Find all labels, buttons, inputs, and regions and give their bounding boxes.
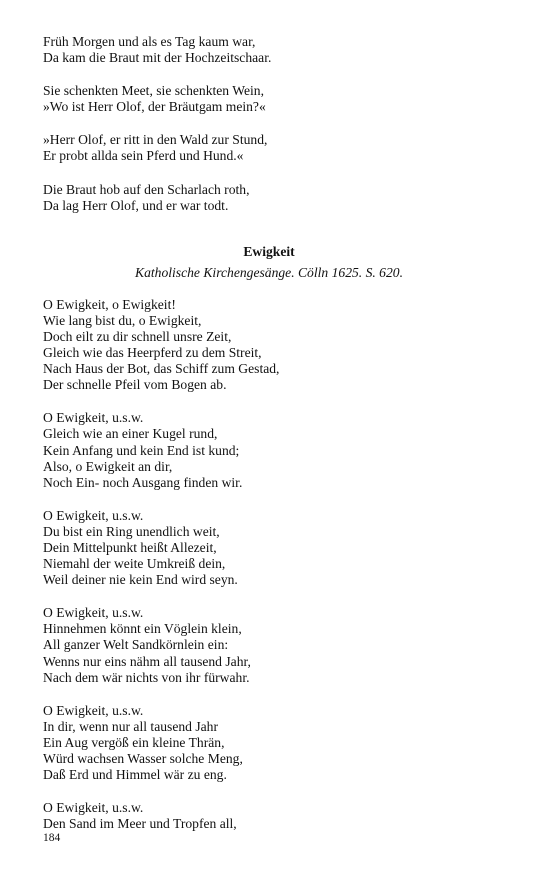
page-number: 184 bbox=[43, 832, 61, 844]
verse-line: Da lag Herr Olof, und er war todt. bbox=[43, 197, 229, 213]
verse-line: Weil deiner nie kein End wird seyn. bbox=[43, 572, 238, 588]
stanza bbox=[43, 182, 483, 214]
verse-line: Niemahl der weite Umkreiß dein, bbox=[43, 556, 226, 572]
stanza bbox=[43, 605, 483, 685]
verse-line: Der schnelle Pfeil vom Bogen ab. bbox=[43, 377, 227, 393]
verse-line: O Ewigkeit, o Ewigkeit! bbox=[43, 296, 176, 312]
verse-line: O Ewigkeit, u.s.w. bbox=[43, 800, 144, 816]
verse-line: Die Braut hob auf den Scharlach roth, bbox=[43, 181, 250, 197]
verse-line: Noch Ein- noch Ausgang finden wir. bbox=[43, 474, 243, 490]
stanza bbox=[43, 410, 483, 490]
verse-line: Also, o Ewigkeit an dir, bbox=[43, 458, 173, 474]
verse-line: »Herr Olof, er ritt in den Wald zur Stund, bbox=[43, 132, 268, 148]
verse-line: In dir, wenn nur all tausend Jahr bbox=[43, 718, 218, 734]
verse-line: Da kam die Braut mit der Hochzeitschaar. bbox=[43, 50, 272, 66]
verse-line: Würd wachsen Wasser solche Meng, bbox=[43, 751, 243, 766]
poem-body bbox=[43, 297, 483, 833]
verse-line: Daß Erd und Himmel wär zu eng. bbox=[43, 767, 227, 783]
verse-line: Dein Mittelpunkt heißt Allezeit, bbox=[43, 539, 217, 555]
stanza bbox=[43, 83, 483, 115]
stanza bbox=[43, 34, 483, 66]
verse-line: Gleich wie das Heerpferd zu dem Streit, bbox=[43, 345, 262, 361]
stanza bbox=[43, 508, 483, 588]
verse-line: Den Sand im Meer und Tropfen all, bbox=[43, 816, 237, 832]
verse-line: Er probt allda sein Pferd und Hund.« bbox=[43, 148, 244, 164]
verse-line: Wie lang bist du, o Ewigkeit, bbox=[43, 312, 202, 328]
verse-line: All ganzer Welt Sandkörnlein ein: bbox=[43, 637, 229, 653]
verse-line: Nach Haus der Bot, das Schiff zum Gestad, bbox=[43, 361, 280, 377]
verse-line: Früh Morgen und als es Tag kaum war, bbox=[43, 34, 256, 49]
stanza bbox=[43, 132, 483, 164]
verse-line: O Ewigkeit, u.s.w. bbox=[43, 605, 144, 621]
stanza bbox=[43, 800, 483, 832]
verse-line: »Wo ist Herr Olof, der Bräutgam mein?« bbox=[43, 99, 266, 115]
stanza bbox=[43, 297, 483, 394]
verse-line: Doch eilt zu dir schnell unsre Zeit, bbox=[43, 328, 232, 344]
verse-line: Du bist ein Ring unendlich weit, bbox=[43, 523, 220, 539]
verse-line: Wenns nur eins nähm all tausend Jahr, bbox=[43, 653, 251, 669]
verse-line: Ein Aug vergöß ein kleine Thrän, bbox=[43, 734, 225, 750]
verse-line: O Ewigkeit, u.s.w. bbox=[43, 410, 144, 426]
page-content bbox=[43, 34, 483, 849]
verse-line: Sie schenkten Meet, sie schenkten Wein, bbox=[43, 83, 265, 99]
verse-line: O Ewigkeit, u.s.w. bbox=[43, 702, 144, 718]
verse-line: Gleich wie an einer Kugel rund, bbox=[43, 426, 218, 442]
poem-ending-section bbox=[43, 34, 483, 214]
verse-line: O Ewigkeit, u.s.w. bbox=[43, 507, 144, 523]
verse-line: Hinnehmen könnt ein Vöglein klein, bbox=[43, 621, 242, 637]
verse-line: Nach dem wär nichts von ihr fürwahr. bbox=[43, 669, 250, 685]
stanza bbox=[43, 703, 483, 783]
poem-title: Ewigkeit bbox=[243, 243, 295, 259]
poem-source: Katholische Kirchengesänge. Cölln 1625. S. 620. bbox=[135, 264, 403, 280]
verse-line: Kein Anfang und kein End ist kund; bbox=[43, 442, 240, 458]
